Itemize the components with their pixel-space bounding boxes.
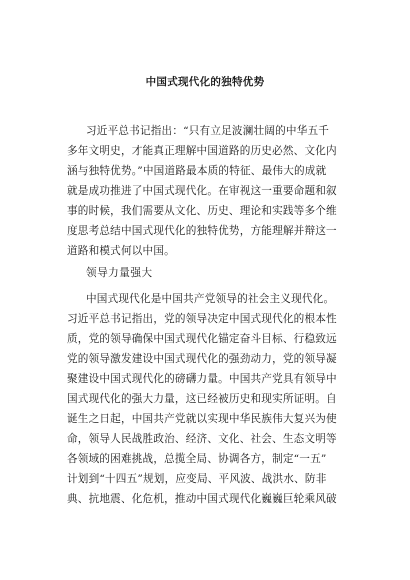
- paragraph-1-line-6: 度思考总结中国式现代化的独特优势，方能理解并辩这一: [67, 225, 337, 237]
- paragraph-2-line-5: 聚建设中国式现代化的磅礴力量。中国共产党具有领导中: [67, 373, 337, 385]
- paragraph-2-line-11: 典、抗地震、化危机，推动中国式现代化巍巍巨轮乘风破: [67, 493, 337, 505]
- paragraph-2-line-9: 各领域的困难挑战，总揽全局、协调各方，制定“一五”: [67, 453, 327, 465]
- paragraph-1-line-4: 就是成功推进了中国式现代化。在审视这一重要命题和叙: [67, 185, 337, 197]
- paragraph-2-line-6: 国式现代化的强大力量，这已经被历史和现实所证明。自: [67, 393, 337, 405]
- paragraph-1-line-3: 涵与独特优势。”中国道路最本质的特征、最伟大的成就: [67, 165, 327, 177]
- section-heading: 领导力量强大: [86, 267, 153, 279]
- paragraph-2-line-7: 诞生之日起，中国共产党就以实现中华民族伟大复兴为使: [67, 413, 337, 425]
- document-title: 中国式现代化的独特优势: [145, 76, 265, 88]
- paragraph-2-line-1: 中国式现代化是中国共产党领导的社会主义现代化。: [86, 293, 335, 305]
- paragraph-2-line-10: 计划到“十四五”规划，应变局、平风波、战洪水、防非: [67, 473, 327, 485]
- paragraph-1-line-5: 事的时候，我们需要从文化、历史、理论和实践等多个维: [67, 205, 337, 217]
- paragraph-2-line-4: 党的领导激发建设中国式现代化的强劲动力，党的领导凝: [67, 353, 337, 365]
- paragraph-2-line-8: 命，领导人民战胜政治、经济、文化、社会、生态文明等: [67, 433, 337, 445]
- paragraph-1-line-1: 习近平总书记指出：“只有立足波澜壮阔的中华五千: [86, 125, 330, 137]
- paragraph-1-line-2: 多年文明史，才能真正理解中国道路的历史必然、文化内: [67, 145, 337, 157]
- paragraph-1-line-7: 道路和模式何以中国。: [67, 245, 175, 257]
- paragraph-2-line-3: 质，党的领导确保中国式现代化锚定奋斗目标、行稳致远: [67, 333, 337, 345]
- paragraph-2-line-2: 习近平总书记指出，党的领导决定中国式现代化的根本性: [67, 313, 337, 325]
